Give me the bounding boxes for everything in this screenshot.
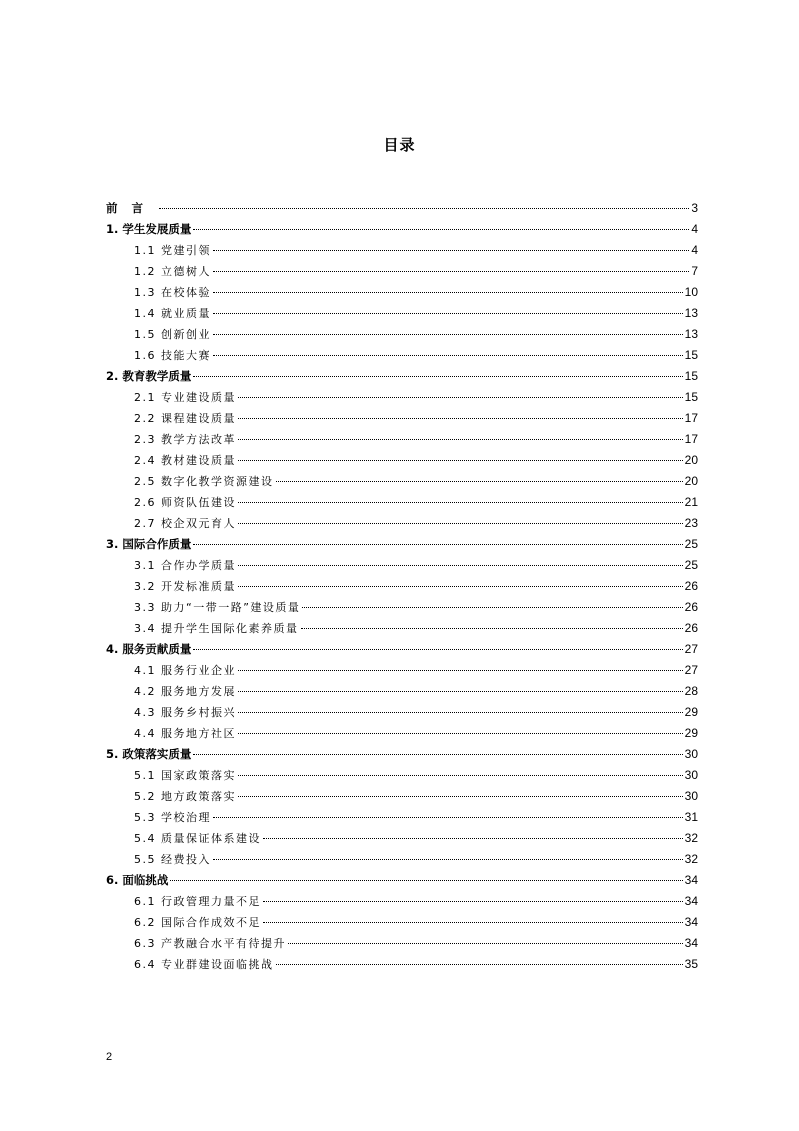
toc-dot-leader [213,250,689,251]
toc-entry-page: 23 [684,516,698,530]
toc-subsection-entry[interactable] [106,912,698,933]
toc-entry-label: 2.4 教材建设质量 [134,454,236,467]
toc-entry-label: 3.2 开发标准质量 [134,580,236,593]
toc-preface-entry[interactable] [106,198,698,219]
toc-entry-label: 3.3 助力“一带一路”建设质量 [134,601,301,614]
toc-entry-label: 6.3 产教融合水平有待提升 [134,937,286,950]
toc-entry-label: 4.4 服务地方社区 [134,727,236,740]
toc-entry-label: 5.3 学校治理 [134,811,211,824]
toc-entry-page: 27 [684,642,698,656]
toc-section-entry[interactable] [106,639,698,660]
toc-entry-page: 32 [684,852,698,866]
toc-subsection-entry[interactable] [106,954,698,975]
table-of-contents [106,198,698,975]
toc-dot-leader [213,817,683,818]
toc-section-entry[interactable] [106,366,698,387]
toc-entry-label: 4.3 服务乡村振兴 [134,706,236,719]
toc-entry-page: 34 [684,936,698,950]
toc-entry-page: 4 [691,222,698,236]
toc-entry-page: 34 [684,873,698,887]
toc-entry-label: 1.6 技能大赛 [134,349,211,362]
toc-dot-leader [238,397,683,398]
toc-dot-leader [238,565,683,566]
toc-dot-leader [213,355,683,356]
toc-entry-label: 前言 [106,201,157,215]
toc-entry-page: 13 [684,327,698,341]
toc-entry-label: 2. 教育教学质量 [106,369,192,383]
toc-subsection-entry[interactable] [106,786,698,807]
toc-entry-page: 10 [684,285,698,299]
toc-subsection-entry[interactable] [106,597,698,618]
toc-entry-label: 6. 面临挑战 [106,873,169,887]
toc-subsection-entry[interactable] [106,933,698,954]
toc-section-entry[interactable] [106,534,698,555]
toc-dot-leader [302,607,682,608]
toc-dot-leader [213,292,683,293]
toc-subsection-entry[interactable] [106,450,698,471]
toc-entry-page: 20 [684,474,698,488]
toc-subsection-entry[interactable] [106,660,698,681]
toc-subsection-entry[interactable] [106,723,698,744]
toc-entry-label: 6.4 专业群建设面临挑战 [134,958,274,971]
toc-subsection-entry[interactable] [106,387,698,408]
toc-entry-page: 29 [684,705,698,719]
toc-entry-page: 4 [691,243,698,257]
toc-dot-leader [263,922,683,923]
toc-dot-leader [238,502,683,503]
toc-entry-label: 5.5 经费投入 [134,853,211,866]
toc-subsection-entry[interactable] [106,681,698,702]
toc-entry-label: 4. 服务贡献质量 [106,642,192,656]
toc-entry-page: 17 [684,432,698,446]
toc-subsection-entry[interactable] [106,345,698,366]
toc-entry-page: 28 [684,684,698,698]
toc-subsection-entry[interactable] [106,891,698,912]
toc-dot-leader [288,943,683,944]
toc-subsection-entry[interactable] [106,807,698,828]
toc-entry-page: 29 [684,726,698,740]
toc-entry-label: 1.2 立德树人 [134,265,211,278]
toc-entry-label: 5.4 质量保证体系建设 [134,832,261,845]
toc-entry-label: 6.1 行政管理力量不足 [134,895,261,908]
toc-entry-page: 26 [684,579,698,593]
toc-subsection-entry[interactable] [106,240,698,261]
toc-entry-page: 25 [684,537,698,551]
toc-entry-label: 3. 国际合作质量 [106,537,192,551]
toc-dot-leader [193,649,682,650]
page-number: 2 [106,1051,113,1063]
toc-entry-page: 26 [684,600,698,614]
toc-dot-leader [238,418,683,419]
toc-entry-page: 34 [684,915,698,929]
toc-subsection-entry[interactable] [106,471,698,492]
toc-entry-label: 4.1 服务行业企业 [134,664,236,677]
toc-entry-page: 26 [684,621,698,635]
toc-entry-page: 15 [684,390,698,404]
toc-entry-page: 30 [684,768,698,782]
toc-dot-leader [263,838,683,839]
page-title: 目录 [383,136,416,154]
toc-entry-page: 13 [684,306,698,320]
toc-dot-leader [213,334,683,335]
toc-entry-label: 1. 学生发展质量 [106,222,192,236]
toc-entry-label: 2.6 师资队伍建设 [134,496,236,509]
toc-subsection-entry[interactable] [106,618,698,639]
toc-subsection-entry[interactable] [106,702,698,723]
toc-entry-label: 4.2 服务地方发展 [134,685,236,698]
toc-entry-label: 3.1 合作办学质量 [134,559,236,572]
toc-dot-leader [238,775,683,776]
toc-subsection-entry[interactable] [106,513,698,534]
toc-dot-leader [276,964,683,965]
toc-subsection-entry[interactable] [106,576,698,597]
toc-subsection-entry[interactable] [106,324,698,345]
toc-dot-leader [213,271,689,272]
toc-subsection-entry[interactable] [106,261,698,282]
toc-entry-page: 20 [684,453,698,467]
toc-entry-label: 1.1 党建引领 [134,244,211,257]
toc-section-entry[interactable] [106,219,698,240]
toc-entry-page: 25 [684,558,698,572]
toc-section-entry[interactable] [106,870,698,891]
toc-dot-leader [301,628,683,629]
toc-dot-leader [238,691,683,692]
toc-subsection-entry[interactable] [106,282,698,303]
toc-subsection-entry[interactable] [106,828,698,849]
toc-dot-leader [263,901,683,902]
toc-section-entry[interactable] [106,744,698,765]
toc-entry-page: 3 [691,201,698,215]
toc-subsection-entry[interactable] [106,765,698,786]
toc-entry-label: 1.5 创新创业 [134,328,211,341]
toc-entry-label: 6.2 国际合作成效不足 [134,916,261,929]
toc-dot-leader [238,586,683,587]
toc-subsection-entry[interactable] [106,429,698,450]
toc-dot-leader [238,460,683,461]
toc-entry-page: 32 [684,831,698,845]
toc-dot-leader [238,670,683,671]
toc-dot-leader [193,229,689,230]
toc-dot-leader [238,523,683,524]
toc-entry-label: 2.1 专业建设质量 [134,391,236,404]
toc-entry-page: 21 [684,495,698,509]
toc-entry-label: 5.2 地方政策落实 [134,790,236,803]
toc-dot-leader [238,439,683,440]
toc-entry-page: 15 [684,369,698,383]
toc-dot-leader [238,733,683,734]
toc-entry-label: 2.2 课程建设质量 [134,412,236,425]
toc-entry-page: 30 [684,747,698,761]
toc-subsection-entry[interactable] [106,303,698,324]
toc-entry-label: 2.5 数字化教学资源建设 [134,475,274,488]
toc-entry-label: 1.3 在校体验 [134,286,211,299]
toc-entry-page: 15 [684,348,698,362]
toc-entry-page: 31 [684,810,698,824]
toc-entry-page: 35 [684,957,698,971]
toc-entry-page: 7 [691,264,698,278]
toc-subsection-entry[interactable] [106,555,698,576]
toc-dot-leader [238,712,683,713]
toc-dot-leader [193,376,682,377]
toc-dot-leader [193,544,682,545]
toc-entry-label: 2.7 校企双元育人 [134,517,236,530]
toc-dot-leader [193,754,682,755]
toc-entry-label: 1.4 就业质量 [134,307,211,320]
toc-dot-leader [213,313,683,314]
toc-dot-leader [159,208,689,209]
toc-dot-leader [170,880,682,881]
toc-subsection-entry[interactable] [106,408,698,429]
toc-entry-label: 5. 政策落实质量 [106,747,192,761]
toc-entry-label: 2.3 教学方法改革 [134,433,236,446]
toc-subsection-entry[interactable] [106,492,698,513]
toc-entry-page: 34 [684,894,698,908]
toc-entry-label: 5.1 国家政策落实 [134,769,236,782]
toc-entry-page: 27 [684,663,698,677]
toc-entry-label: 3.4 提升学生国际化素养质量 [134,622,299,635]
toc-entry-page: 30 [684,789,698,803]
toc-entry-page: 17 [684,411,698,425]
toc-subsection-entry[interactable] [106,849,698,870]
toc-dot-leader [213,859,683,860]
toc-dot-leader [276,481,683,482]
toc-dot-leader [238,796,683,797]
